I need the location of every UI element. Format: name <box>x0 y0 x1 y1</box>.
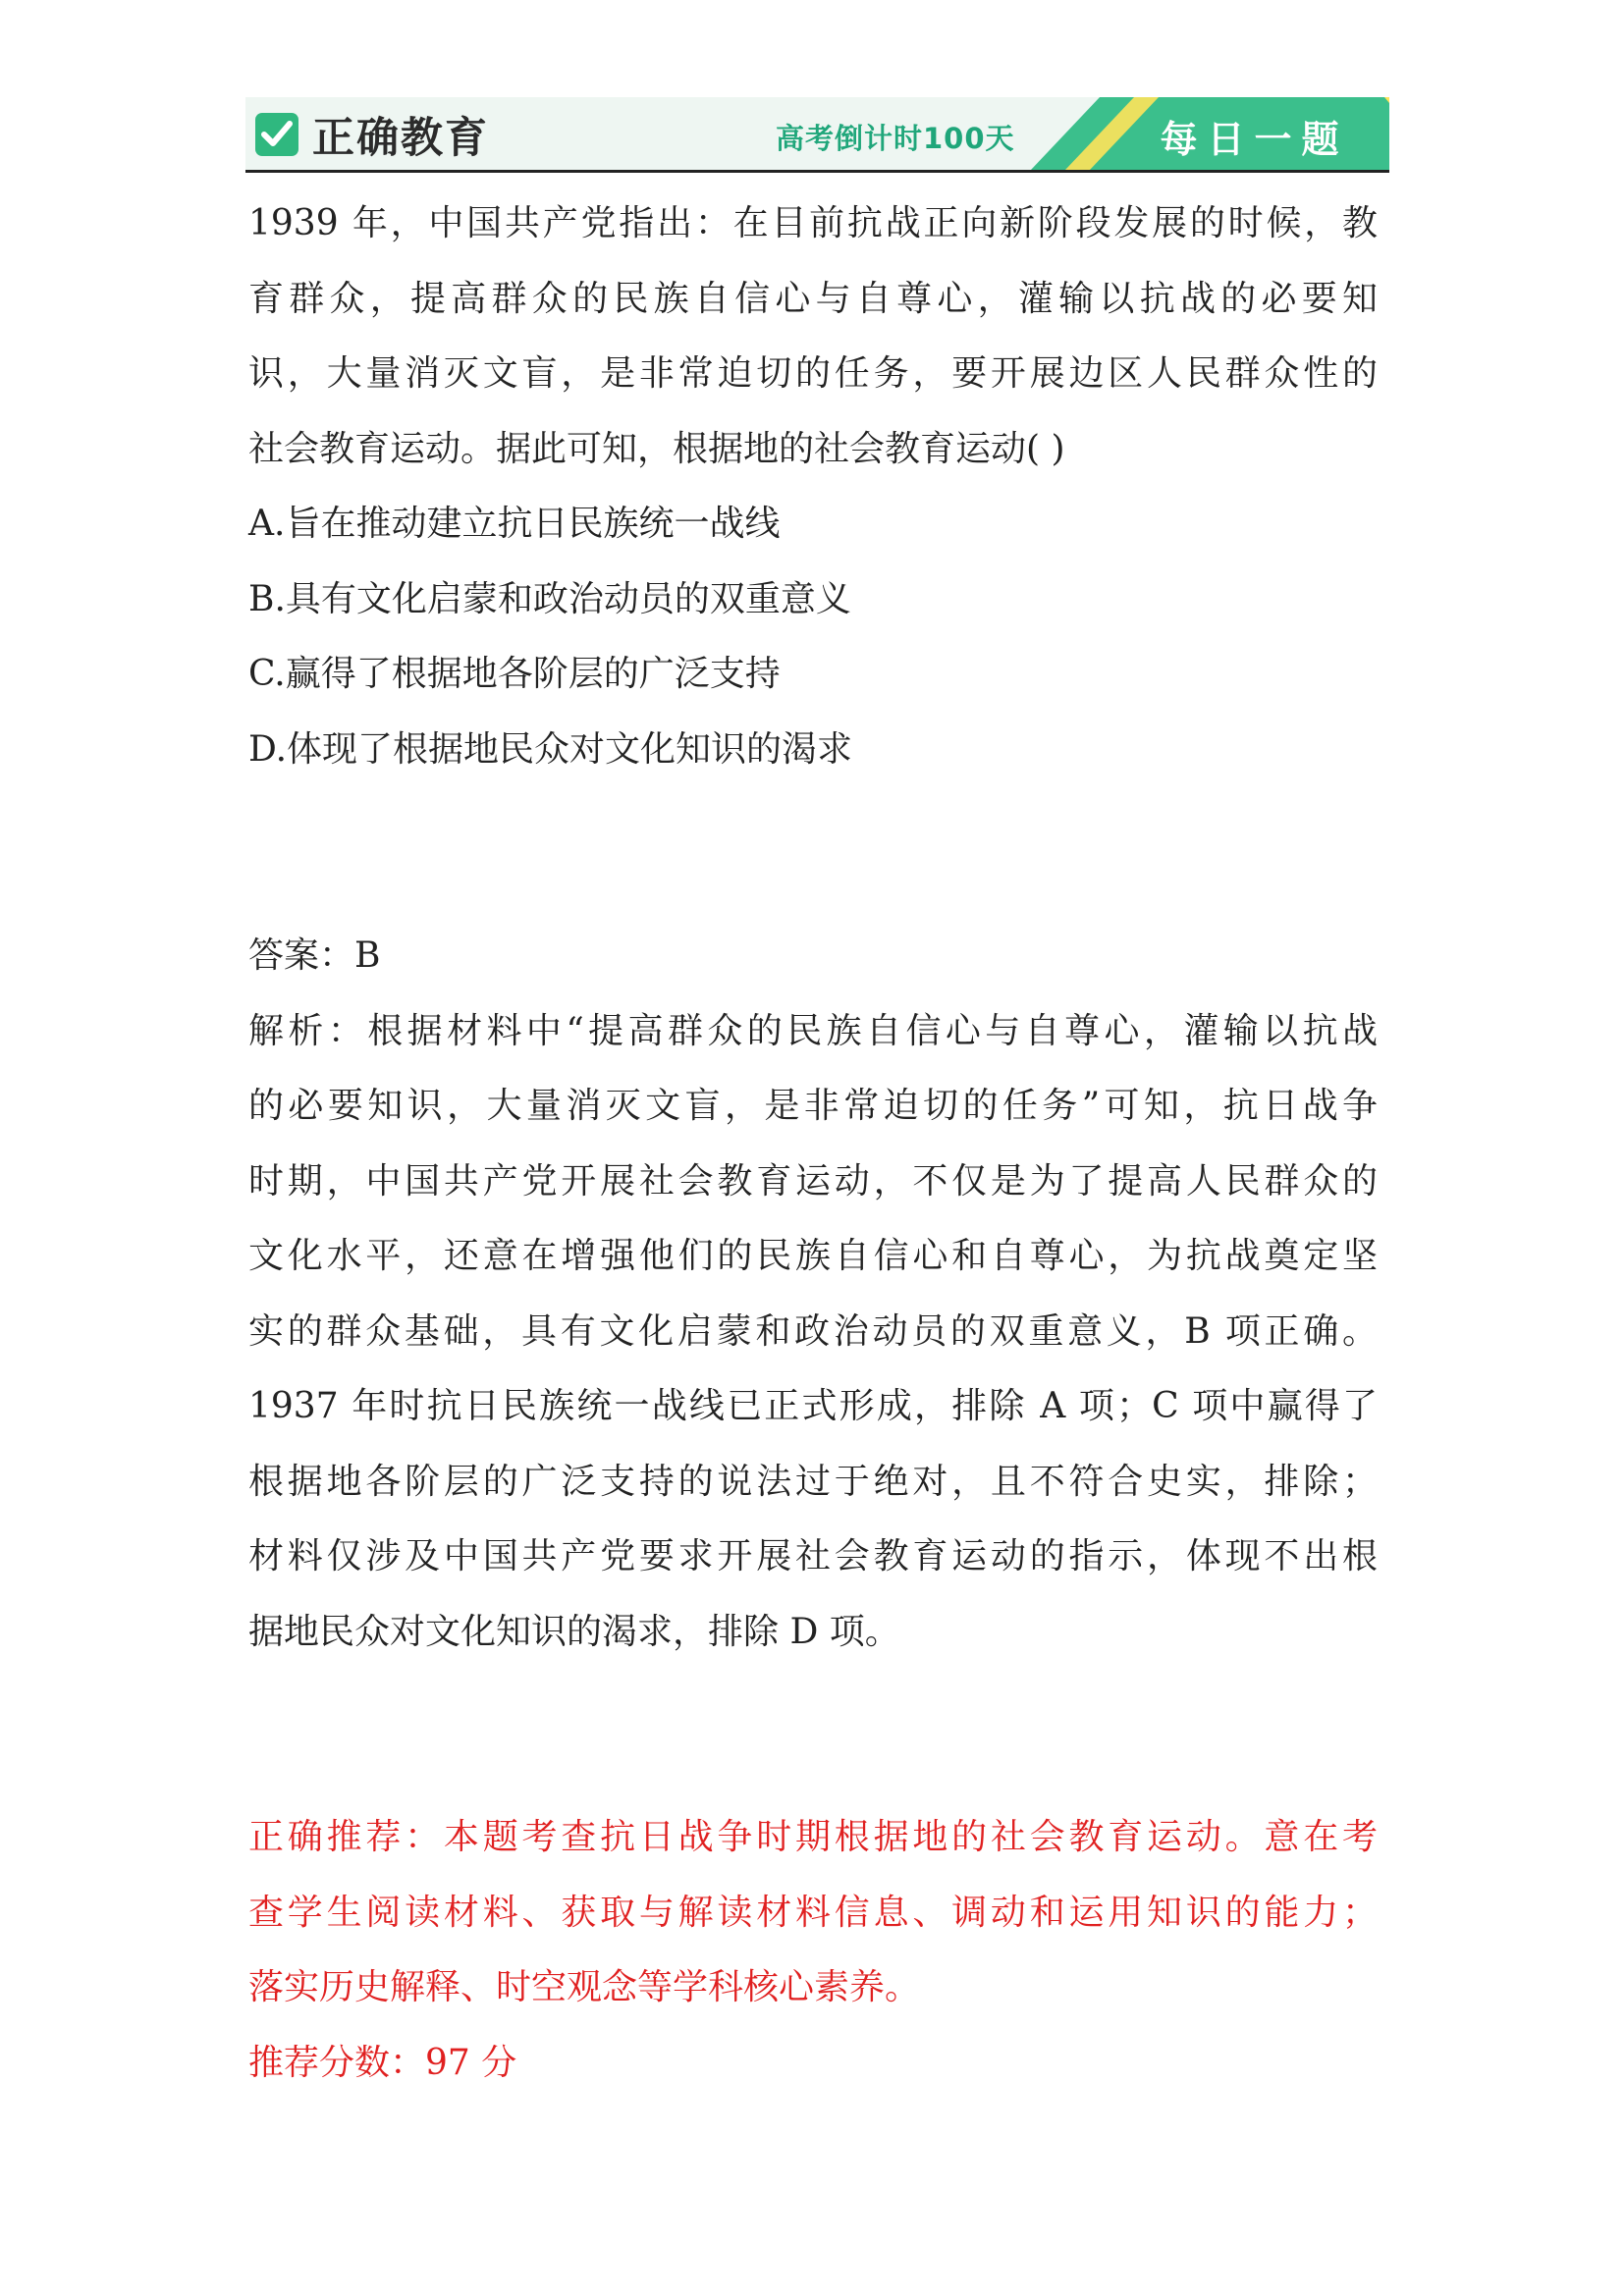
analysis-line: 的必要知识，大量消灭文盲，是非常迫切的任务”可知，抗日战争 <box>248 1086 1378 1126</box>
analysis-line: 时期，中国共产党开展社会教育运动，不仅是为了提高人民群众的 <box>248 1160 1378 1201</box>
header-divider <box>245 170 1389 173</box>
daily-question-label: 每日一题 <box>1160 118 1349 161</box>
question-stem <box>248 187 1378 787</box>
question-line: 1939 年，中国共产党指出：在目前抗战正向新阶段发展的时候，教 <box>248 203 1378 243</box>
recommend-line: 查学生阅读材料、获取与解读材料信息、调动和运用知识的能力； <box>248 1892 1378 1933</box>
analysis-line: 解析：根据材料中“提高群众的民族自信心与自尊心，灌输以抗战 <box>248 1010 1378 1051</box>
question-line: 社会教育运动。据此可知，根据地的社会教育运动( ) <box>248 428 1065 469</box>
recommend-score: 推荐分数：97 分 <box>248 2042 517 2083</box>
analysis-line: 文化水平，还意在增强他们的民族自信心和自尊心，为抗战奠定坚 <box>248 1236 1378 1276</box>
analysis-line: 实的群众基础，具有文化启蒙和政治动员的双重意义，B 项正确。 <box>248 1310 1378 1352</box>
question-line: 识，大量消灭文盲，是非常迫切的任务，要开展边区人民群众性的 <box>248 353 1378 394</box>
brand-name: 正确教育 <box>312 113 489 163</box>
answer-section <box>248 919 1378 1670</box>
recommendation-section <box>248 1800 1378 2101</box>
brand-logo <box>253 107 489 162</box>
option-a: A.旨在推动建立抗日民族统一战线 <box>248 504 781 544</box>
recommend-line: 落实历史解释、时空观念等学科核心素养。 <box>248 1967 921 2007</box>
recommend-line: 正确推荐：本题考查抗日战争时期根据地的社会教育运动。意在考 <box>248 1817 1378 1857</box>
question-line: 育群众，提高群众的民族自信心与自尊心，灌输以抗战的必要知 <box>248 278 1378 319</box>
analysis-line: 材料仅涉及中国共产党要求开展社会教育运动的指示，体现不出根 <box>248 1536 1378 1576</box>
analysis-line: 据地民众对文化知识的渴求，排除 D 项。 <box>248 1611 900 1652</box>
option-c: C.赢得了根据地各阶层的广泛支持 <box>248 654 781 694</box>
check-icon <box>253 111 300 158</box>
answer-line: 答案：B <box>248 935 381 976</box>
exam-countdown: 高考倒计时100天 <box>776 122 1015 155</box>
analysis-line: 1937 年时抗日民族统一战线已正式形成，排除 A 项；C 项中赢得了 <box>248 1386 1378 1426</box>
page-header <box>245 97 1389 174</box>
analysis-line: 根据地各阶层的广泛支持的说法过于绝对，且不符合史实，排除； <box>248 1461 1378 1502</box>
option-b: B.具有文化启蒙和政治动员的双重意义 <box>248 578 851 619</box>
option-d: D.体现了根据地民众对文化知识的渴求 <box>248 728 853 770</box>
